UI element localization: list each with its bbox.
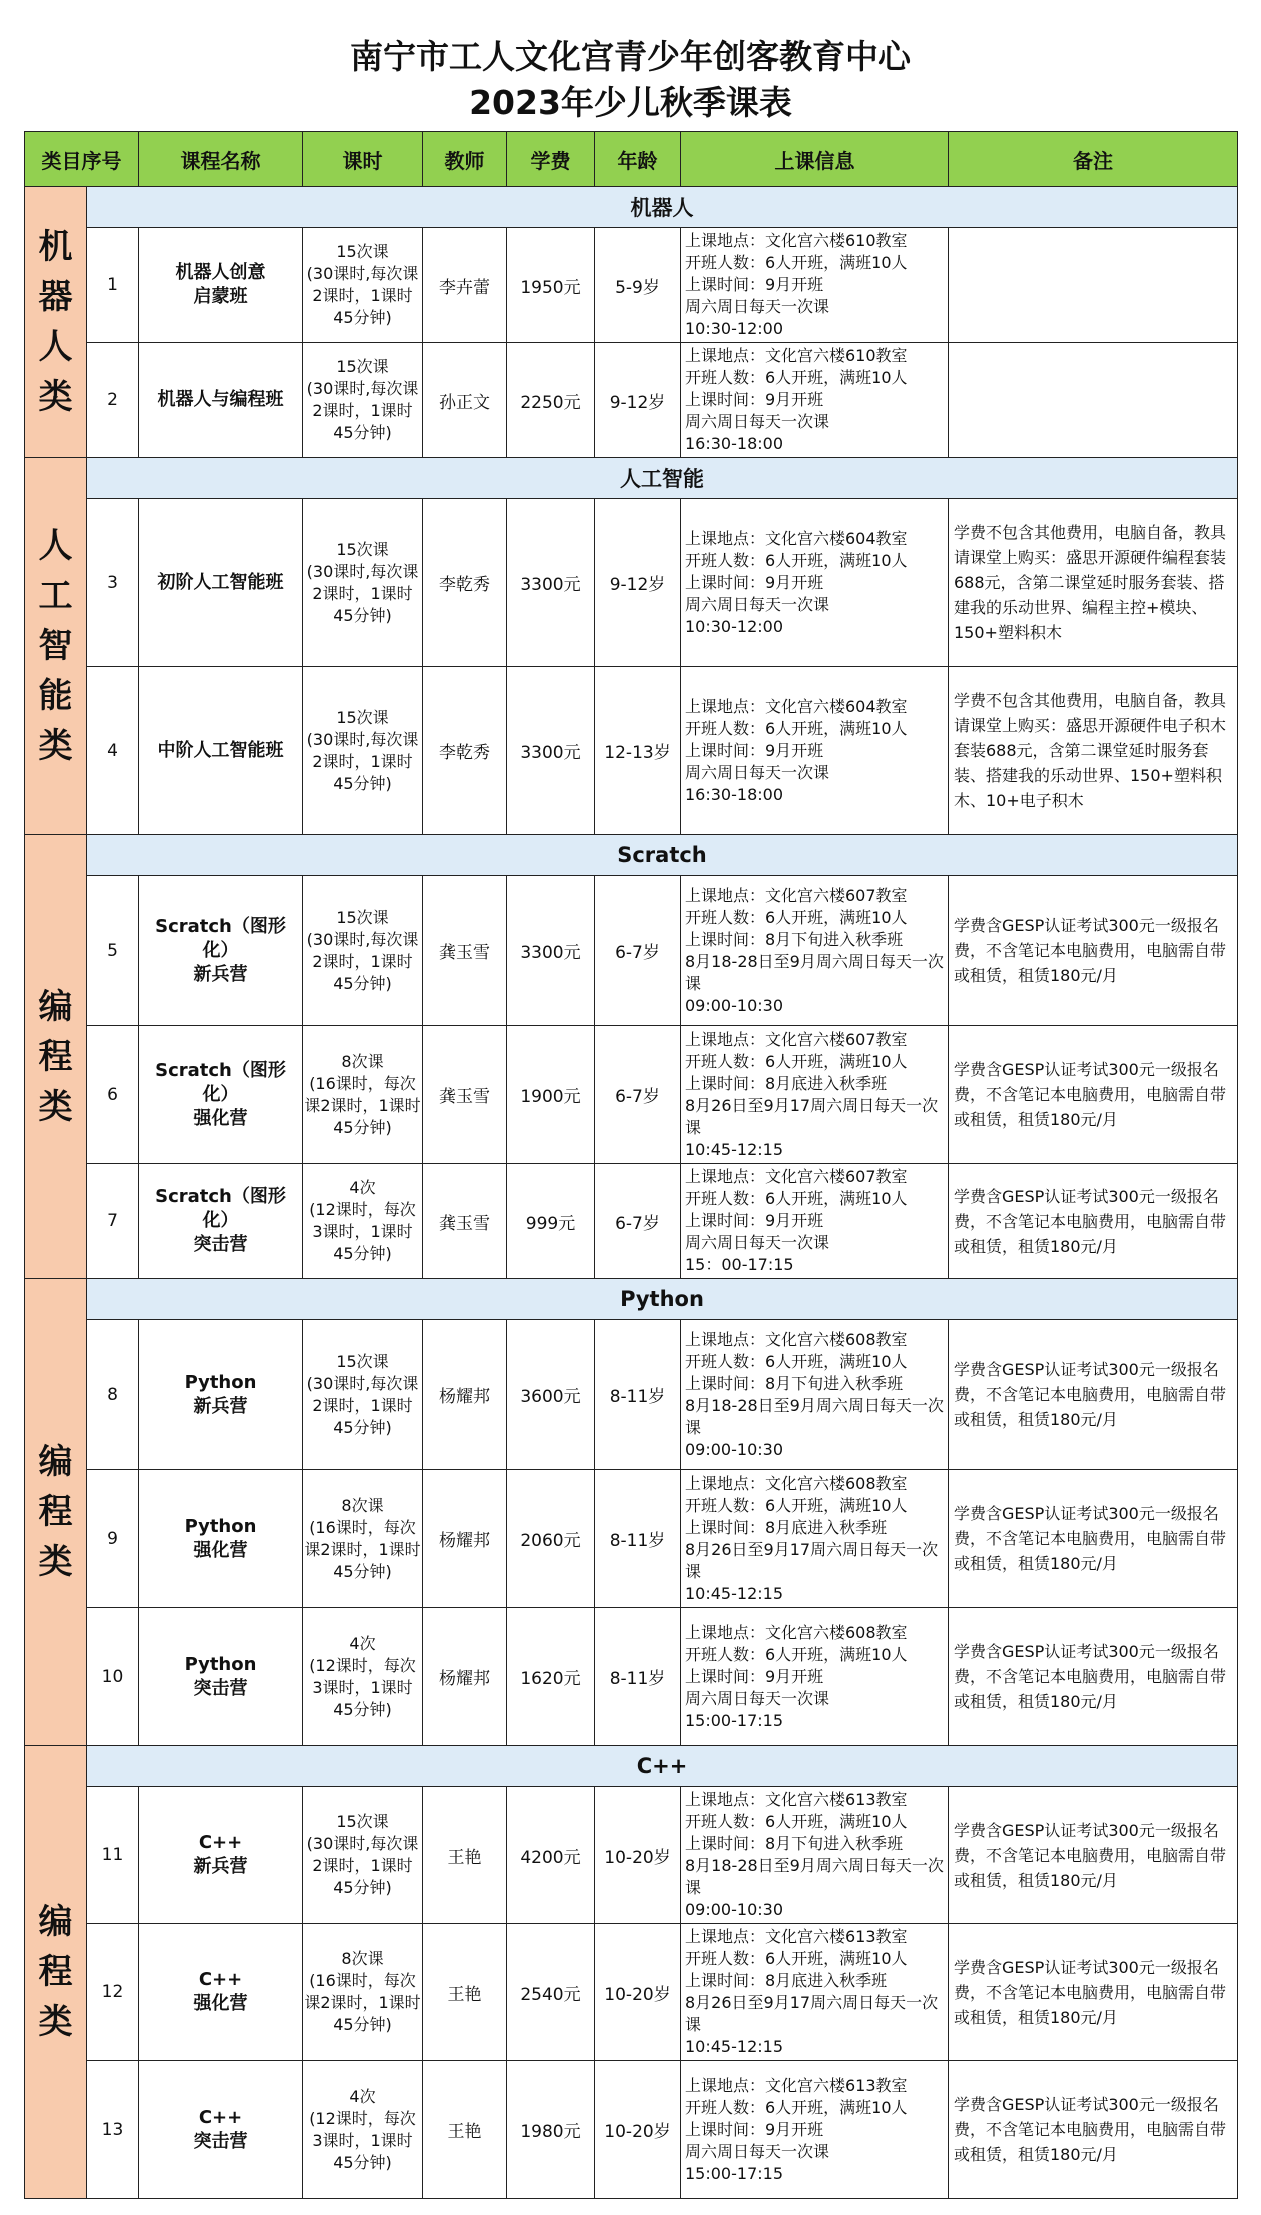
class-info: 上课地点：文化宫六楼607教室 开班人数：6人开班，满班10人 上课时间：8月下旬进入秋季班 8月18-28日至9月周六周日每天一次课 09:00-10:30 [681,876,949,1026]
course-name: 机器人与编程班 [139,343,303,458]
teacher: 龚玉雪 [423,1026,507,1164]
table-row [25,1787,1238,1924]
table-row [25,1026,1238,1164]
section-title: Scratch [87,835,1238,876]
course-number: 12 [87,1924,139,2061]
remarks [949,228,1238,343]
tuition-fee: 3300元 [507,876,595,1026]
course-hours: 4次 (12课时，每次 3课时，1课时 45分钟) [303,1608,423,1746]
teacher: 龚玉雪 [423,1164,507,1279]
course-name: Scratch（图形化） 新兵营 [139,876,303,1026]
course-number: 6 [87,1026,139,1164]
table-row [25,1164,1238,1279]
teacher: 李乾秀 [423,667,507,835]
course-hours: 15次课 (30课时,每次课 2课时，1课时 45分钟) [303,343,423,458]
table-row [25,876,1238,1026]
age-range: 8-11岁 [595,1470,681,1608]
header-teacher: 教师 [423,132,507,187]
section-row [25,1746,1238,1787]
remarks: 学费含GESP认证考试300元一级报名费，不含笔记本电脑费用，电脑需自带或租赁，租赁180元/月 [949,1470,1238,1608]
class-info: 上课地点：文化宫六楼608教室 开班人数：6人开班，满班10人 上课时间：9月开班 周六周日每天一次课 15:00-17:15 [681,1608,949,1746]
course-name: C++ 突击营 [139,2061,303,2199]
remarks: 学费含GESP认证考试300元一级报名费，不含笔记本电脑费用，电脑需自带或租赁，租赁180元/月 [949,1164,1238,1279]
section-row [25,458,1238,499]
teacher: 王艳 [423,1787,507,1924]
class-info: 上课地点：文化宫六楼608教室 开班人数：6人开班，满班10人 上课时间：8月下旬进入秋季班 8月18-28日至9月周六周日每天一次课 09:00-10:30 [681,1320,949,1470]
table-row [25,667,1238,835]
course-number: 11 [87,1787,139,1924]
course-name: Python 强化营 [139,1470,303,1608]
course-hours: 4次 (12课时，每次 3课时，1课时 45分钟) [303,2061,423,2199]
class-info: 上课地点：文化宫六楼613教室 开班人数：6人开班，满班10人 上课时间：8月下旬进入秋季班 8月18-28日至9月周六周日每天一次课 09:00-10:30 [681,1787,949,1924]
age-range: 9-12岁 [595,499,681,667]
course-hours: 15次课 (30课时,每次课 2课时，1课时 45分钟) [303,1320,423,1470]
remarks: 学费不包含其他费用，电脑自备，教具请课堂上购买：盛思开源硬件电子积木套装688元，含第二课堂延时服务套装、搭建我的乐动世界、150+塑料积木、10+电子积木 [949,667,1238,835]
course-hours: 15次课 (30课时,每次课 2课时，1课时 45分钟) [303,876,423,1026]
course-number: 8 [87,1320,139,1470]
section-row [25,835,1238,876]
course-hours: 15次课 (30课时,每次课 2课时，1课时 45分钟) [303,228,423,343]
header-note: 备注 [949,132,1238,187]
remarks: 学费含GESP认证考试300元一级报名费，不含笔记本电脑费用，电脑需自带或租赁，租赁180元/月 [949,1924,1238,2061]
section-row [25,1279,1238,1320]
tuition-fee: 1980元 [507,2061,595,2199]
tuition-fee: 1620元 [507,1608,595,1746]
page-title: 南宁市工人文化宫青少年创客教育中心 [350,37,911,76]
class-info: 上课地点：文化宫六楼604教室 开班人数：6人开班，满班10人 上课时间：9月开班 周六周日每天一次课 16:30-18:00 [681,667,949,835]
course-name: C++ 强化营 [139,1924,303,2061]
teacher: 杨耀邦 [423,1470,507,1608]
section-row [25,187,1238,228]
course-number: 3 [87,499,139,667]
course-number: 4 [87,667,139,835]
course-name: Scratch（图形化） 突击营 [139,1164,303,1279]
header-row [25,132,1238,187]
header-info: 上课信息 [681,132,949,187]
remarks: 学费含GESP认证考试300元一级报名费，不含笔记本电脑费用，电脑需自带或租赁，租赁180元/月 [949,1320,1238,1470]
remarks: 学费含GESP认证考试300元一级报名费，不含笔记本电脑费用，电脑需自带或租赁，租赁180元/月 [949,1026,1238,1164]
age-range: 8-11岁 [595,1608,681,1746]
header-hours: 课时 [303,132,423,187]
course-number: 2 [87,343,139,458]
course-name: Python 新兵营 [139,1320,303,1470]
schedule-table [24,131,1238,2199]
table-row [25,1320,1238,1470]
category-cell: 编程类 [25,1279,87,1746]
age-range: 10-20岁 [595,1924,681,2061]
table-row [25,1608,1238,1746]
age-range: 6-7岁 [595,876,681,1026]
tuition-fee: 3300元 [507,667,595,835]
age-range: 5-9岁 [595,228,681,343]
age-range: 10-20岁 [595,2061,681,2199]
class-info: 上课地点：文化宫六楼604教室 开班人数：6人开班，满班10人 上课时间：9月开班 周六周日每天一次课 10:30-12:00 [681,499,949,667]
tuition-fee: 2540元 [507,1924,595,2061]
class-info: 上课地点：文化宫六楼607教室 开班人数：6人开班，满班10人 上课时间：8月底进入秋季班 8月26日至9月17周六周日每天一次课 10:45-12:15 [681,1026,949,1164]
tuition-fee: 1900元 [507,1026,595,1164]
teacher: 龚玉雪 [423,876,507,1026]
header-fee: 学费 [507,132,595,187]
section-title: 人工智能 [87,458,1238,499]
course-name: 中阶人工智能班 [139,667,303,835]
section-title: 机器人 [87,187,1238,228]
remarks: 学费含GESP认证考试300元一级报名费，不含笔记本电脑费用，电脑需自带或租赁，租赁180元/月 [949,1608,1238,1746]
table-row [25,499,1238,667]
course-hours: 4次 (12课时，每次 3课时，1课时 45分钟) [303,1164,423,1279]
course-number: 1 [87,228,139,343]
table-row [25,1470,1238,1608]
age-range: 9-12岁 [595,343,681,458]
remarks: 学费含GESP认证考试300元一级报名费，不含笔记本电脑费用，电脑需自带或租赁，租赁180元/月 [949,1787,1238,1924]
remarks: 学费含GESP认证考试300元一级报名费，不含笔记本电脑费用，电脑需自带或租赁，租赁180元/月 [949,2061,1238,2199]
class-info: 上课地点：文化宫六楼613教室 开班人数：6人开班，满班10人 上课时间：9月开班 周六周日每天一次课 15:00-17:15 [681,2061,949,2199]
header-name: 课程名称 [139,132,303,187]
course-number: 7 [87,1164,139,1279]
course-number: 10 [87,1608,139,1746]
header-cat-num: 类目序号 [25,132,139,187]
course-name: Scratch（图形化） 强化营 [139,1026,303,1164]
course-hours: 15次课 (30课时,每次课 2课时，1课时 45分钟) [303,667,423,835]
course-hours: 8次课 (16课时，每次 课2课时，1课时 45分钟) [303,1026,423,1164]
page-subtitle: 2023年少儿秋季课表 [469,83,792,122]
course-hours: 8次课 (16课时，每次 课2课时，1课时 45分钟) [303,1924,423,2061]
class-info: 上课地点：文化宫六楼610教室 开班人数：6人开班，满班10人 上课时间：9月开班 周六周日每天一次课 10:30-12:00 [681,228,949,343]
tuition-fee: 3600元 [507,1320,595,1470]
tuition-fee: 1950元 [507,228,595,343]
course-hours: 15次课 (30课时,每次课 2课时，1课时 45分钟) [303,499,423,667]
tuition-fee: 2250元 [507,343,595,458]
remarks [949,343,1238,458]
table-row [25,2061,1238,2199]
course-number: 13 [87,2061,139,2199]
category-cell: 编程类 [25,835,87,1279]
section-title: Python [87,1279,1238,1320]
category-cell: 机器人类 [25,187,87,458]
section-title: C++ [87,1746,1238,1787]
tuition-fee: 999元 [507,1164,595,1279]
remarks: 学费含GESP认证考试300元一级报名费，不含笔记本电脑费用，电脑需自带或租赁，租赁180元/月 [949,876,1238,1026]
category-cell: 人工智能类 [25,458,87,835]
table-row [25,228,1238,343]
course-number: 5 [87,876,139,1026]
age-range: 10-20岁 [595,1787,681,1924]
remarks: 学费不包含其他费用，电脑自备，教具请课堂上购买：盛思开源硬件编程套装688元，含第二课堂延时服务套装、搭建我的乐动世界、编程主控+模块、150+塑料积木 [949,499,1238,667]
course-name: Python 突击营 [139,1608,303,1746]
class-info: 上课地点：文化宫六楼610教室 开班人数：6人开班，满班10人 上课时间：9月开班 周六周日每天一次课 16:30-18:00 [681,343,949,458]
course-hours: 15次课 (30课时,每次课 2课时，1课时 45分钟) [303,1787,423,1924]
teacher: 李乾秀 [423,499,507,667]
header-age: 年龄 [595,132,681,187]
teacher: 李卉蕾 [423,228,507,343]
course-name: 初阶人工智能班 [139,499,303,667]
course-name: 机器人创意 启蒙班 [139,228,303,343]
table-row [25,1924,1238,2061]
class-info: 上课地点：文化宫六楼608教室 开班人数：6人开班，满班10人 上课时间：8月底进入秋季班 8月26日至9月17周六周日每天一次课 10:45-12:15 [681,1470,949,1608]
teacher: 孙正文 [423,343,507,458]
course-number: 9 [87,1470,139,1608]
age-range: 8-11岁 [595,1320,681,1470]
category-cell: 编程类 [25,1746,87,2199]
tuition-fee: 4200元 [507,1787,595,1924]
age-range: 6-7岁 [595,1164,681,1279]
teacher: 王艳 [423,1924,507,2061]
teacher: 王艳 [423,2061,507,2199]
class-info: 上课地点：文化宫六楼613教室 开班人数：6人开班，满班10人 上课时间：8月底进入秋季班 8月26日至9月17周六周日每天一次课 10:45-12:15 [681,1924,949,2061]
teacher: 杨耀邦 [423,1320,507,1470]
class-info: 上课地点：文化宫六楼607教室 开班人数：6人开班，满班10人 上课时间：9月开班 周六周日每天一次课 15：00-17:15 [681,1164,949,1279]
age-range: 6-7岁 [595,1026,681,1164]
table-row [25,343,1238,458]
age-range: 12-13岁 [595,667,681,835]
teacher: 杨耀邦 [423,1608,507,1746]
tuition-fee: 3300元 [507,499,595,667]
course-name: C++ 新兵营 [139,1787,303,1924]
course-hours: 8次课 (16课时，每次 课2课时，1课时 45分钟) [303,1470,423,1608]
tuition-fee: 2060元 [507,1470,595,1608]
